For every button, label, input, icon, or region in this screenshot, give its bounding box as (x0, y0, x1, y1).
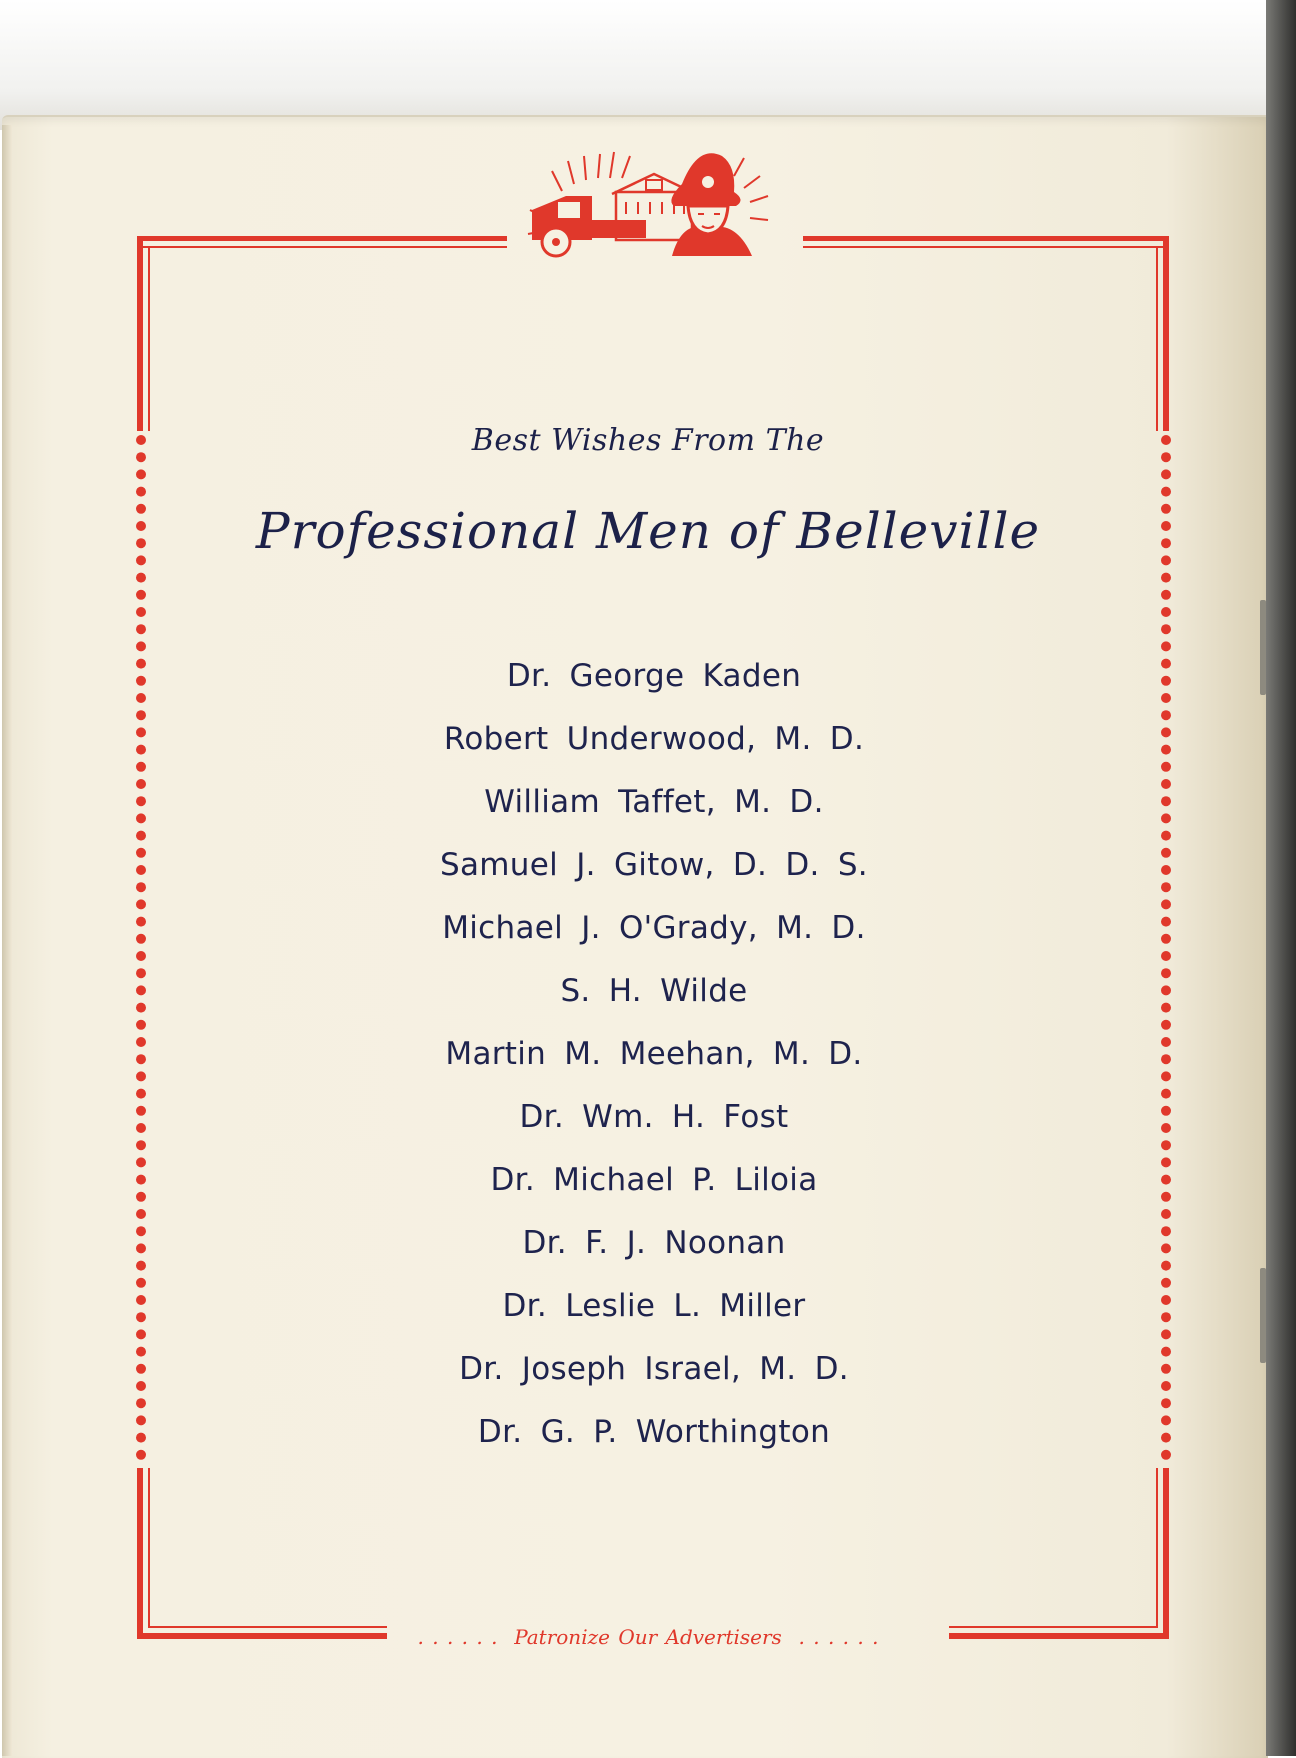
border-rule (803, 236, 1169, 241)
border-dot (1161, 487, 1171, 497)
list-item: Dr. Wm. H. Fost (519, 1099, 789, 1135)
page-title: Professional Men of Belleville (255, 502, 1041, 560)
footer-dots: . . . . . . (417, 1625, 515, 1649)
border-rule (803, 246, 1169, 248)
border-rule (1163, 236, 1169, 431)
footer-slogan (0, 1625, 1296, 1649)
list-item: William Taffet, M. D. (484, 784, 824, 820)
list-item: Dr. George Kaden (506, 658, 802, 694)
border-rule (137, 236, 143, 431)
border-dot (136, 590, 146, 600)
border-dot (1161, 624, 1171, 634)
list-item: Samuel J. Gitow, D. D. S. (440, 847, 868, 883)
border-dot (136, 469, 146, 479)
border-rule (137, 1468, 143, 1639)
list-item: Dr. Michael P. Liloia (490, 1162, 818, 1198)
list-item: Dr. Joseph Israel, M. D. (459, 1351, 849, 1387)
list-item: Martin M. Meehan, M. D. (445, 1036, 863, 1072)
list-item: Dr. F. J. Noonan (522, 1225, 786, 1261)
list-item: S. H. Wilde (560, 973, 748, 1009)
border-rule (148, 1468, 150, 1626)
border-rule (1156, 248, 1158, 431)
border-dot (1161, 590, 1171, 600)
border-dot (136, 487, 146, 497)
border-rule (137, 236, 507, 241)
border-dot (136, 641, 146, 651)
names-list (0, 656, 1296, 1475)
list-item: Robert Underwood, M. D. (443, 721, 865, 757)
footer-text: Patronize Our Advertisers (514, 1625, 782, 1649)
list-item: Dr. Leslie L. Miller (502, 1288, 806, 1324)
border-dot (1161, 641, 1171, 651)
list-item: Michael J. O'Grady, M. D. (442, 910, 866, 946)
border-rule (1156, 1468, 1158, 1626)
list-item: Dr. G. P. Worthington (477, 1414, 831, 1450)
border-dot (136, 573, 146, 583)
border-dot (1161, 573, 1171, 583)
footer-dots: . . . . . . (781, 1625, 879, 1649)
border-rule (1163, 1468, 1169, 1639)
border-dot (136, 607, 146, 617)
heading-best-wishes: Best Wishes From The (471, 423, 825, 458)
border-rule (137, 246, 507, 248)
fire-truck-and-firefighter-icon (522, 136, 802, 266)
border-rule (148, 248, 150, 431)
border-dot (1161, 469, 1171, 479)
border-dot (136, 624, 146, 634)
border-dot (1161, 607, 1171, 617)
